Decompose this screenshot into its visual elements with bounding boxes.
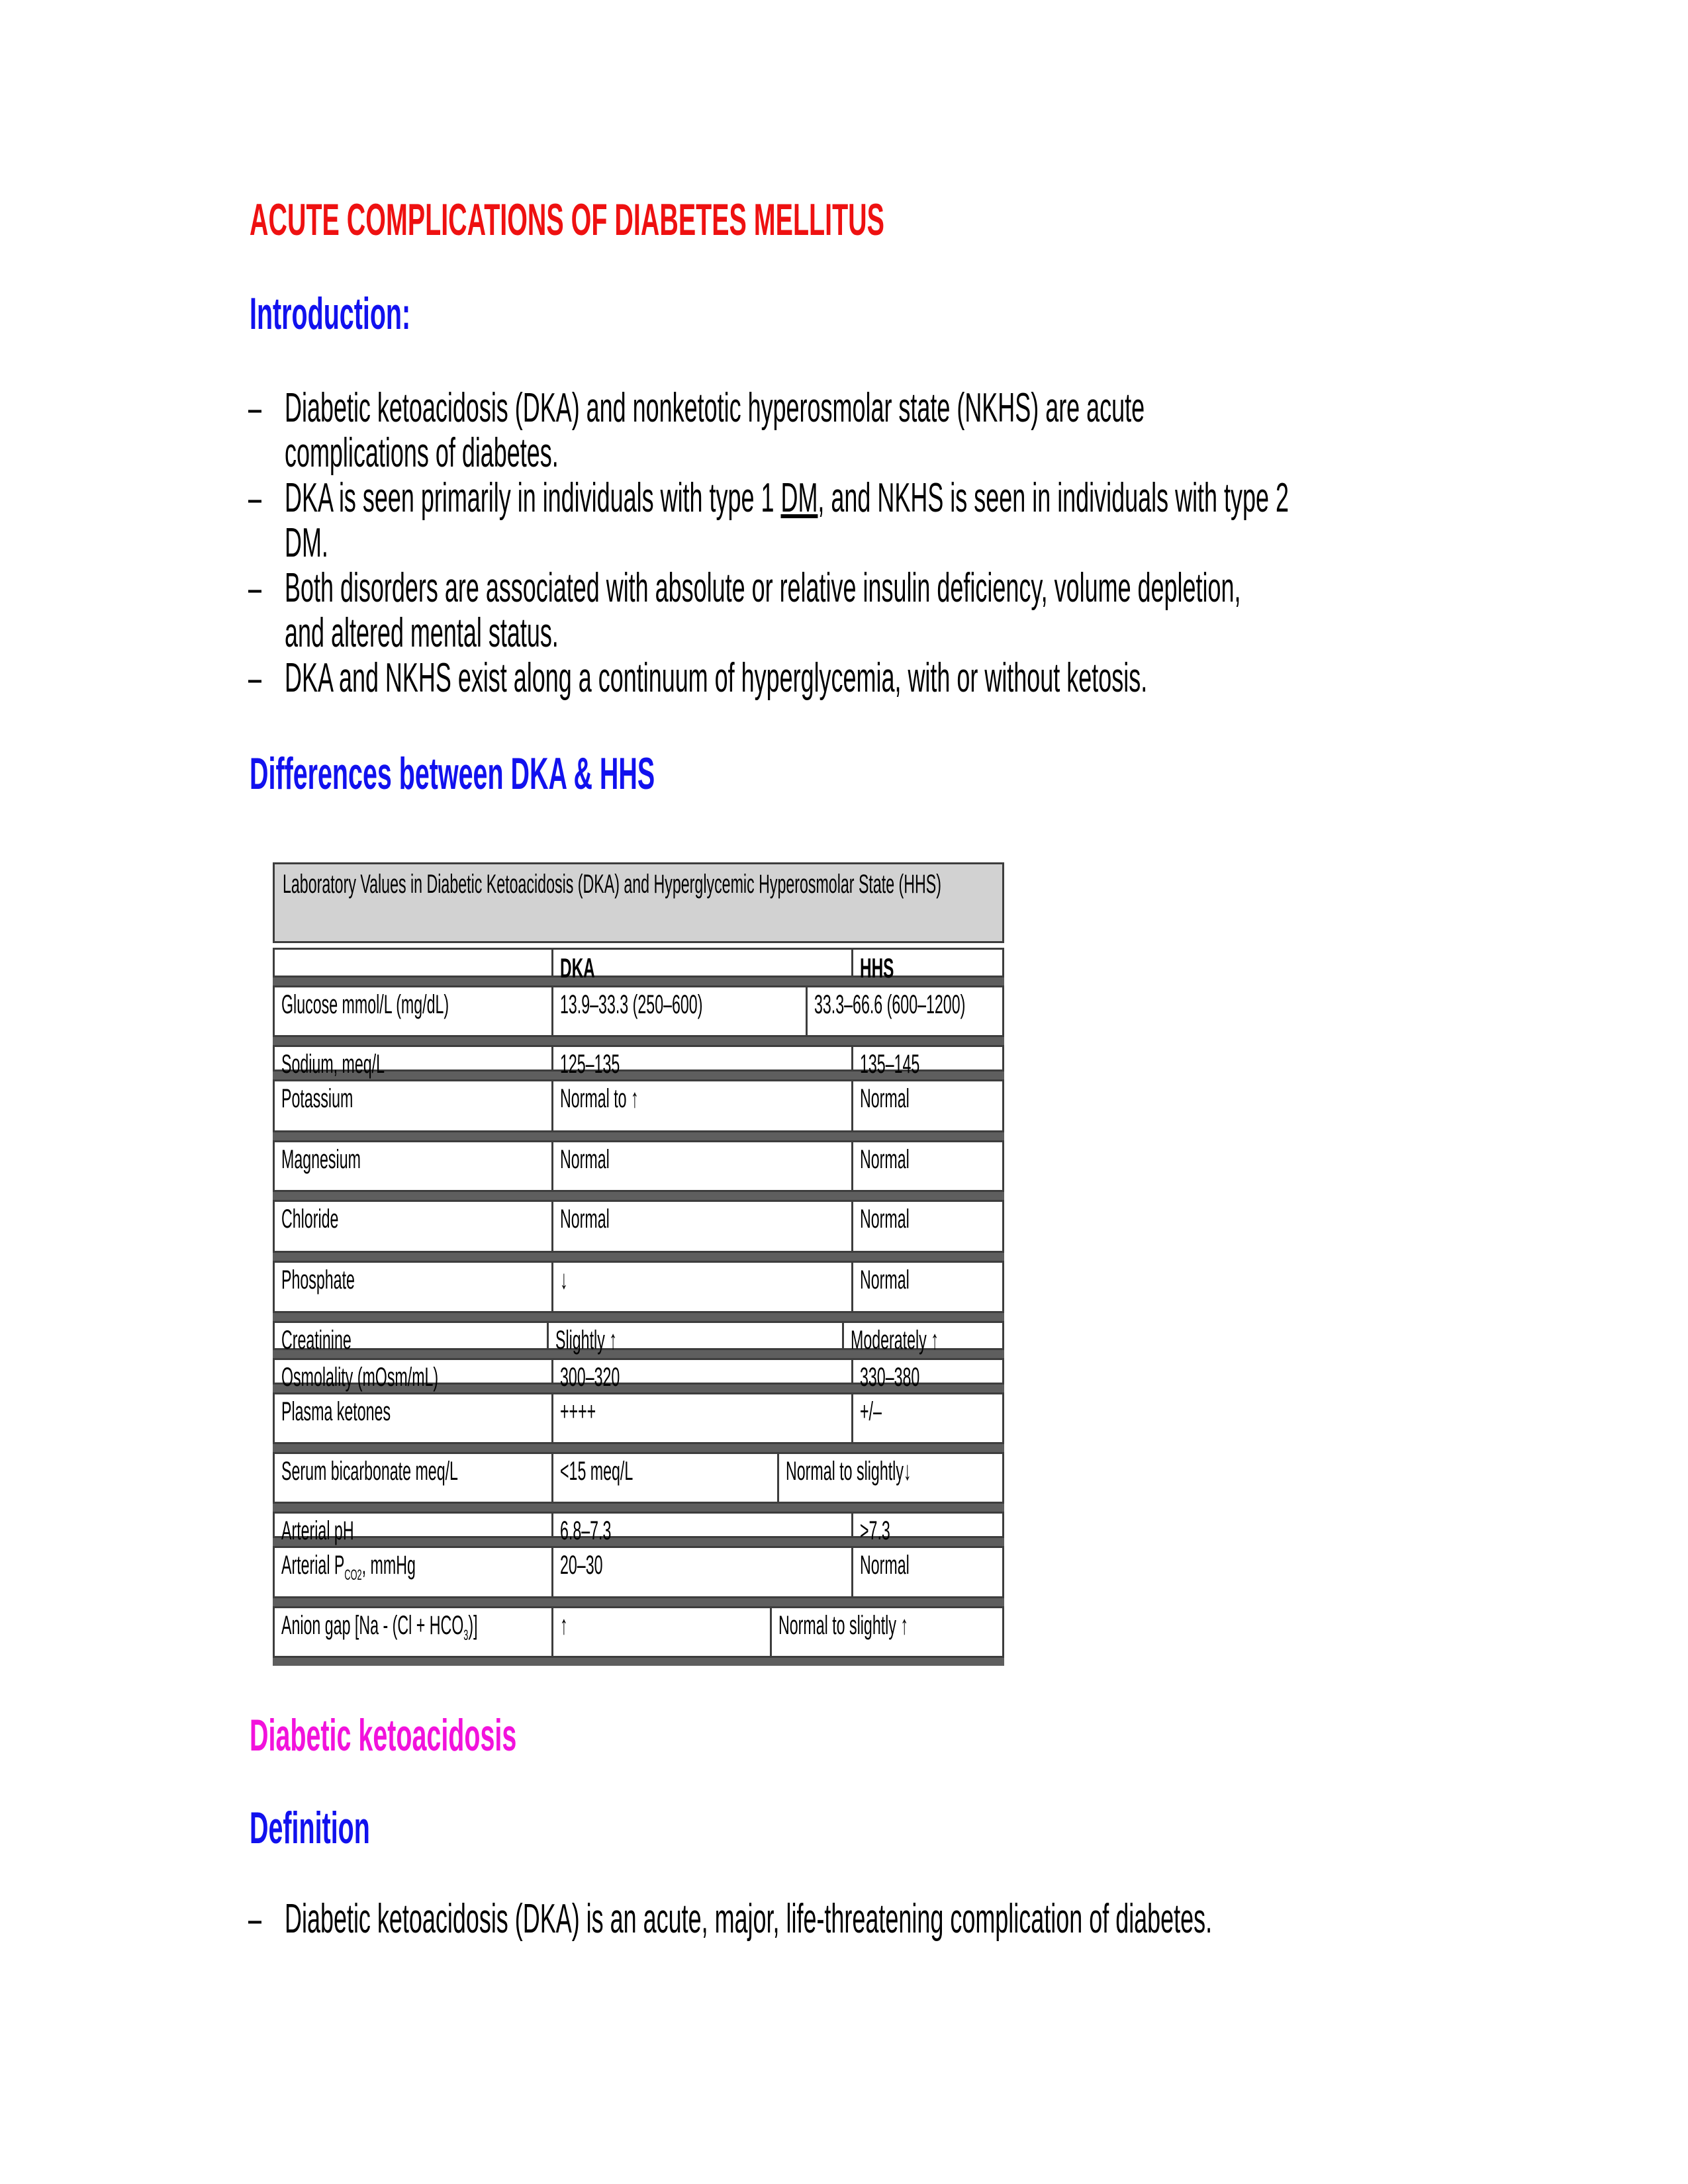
underlined-text: DM: [780, 475, 818, 521]
bullet-line: complications of diabetes.: [285, 430, 559, 476]
bullet-dash: –: [248, 475, 262, 521]
bullet-text-segment: , and NKHS is seen in individuals with type 2: [818, 475, 1289, 521]
table-cell-dka: <15 meq/L: [553, 1454, 779, 1502]
table-separator: [273, 1538, 1004, 1546]
page-title: ACUTE COMPLICATIONS OF DIABETES MELLITUS: [250, 195, 884, 245]
section-heading-differences: Differences between DKA & HHS: [250, 749, 655, 799]
lab-values-table: [273, 862, 1004, 1666]
table-cell-label: Phosphate: [275, 1263, 553, 1311]
bullet-line: Diabetic ketoacidosis (DKA) is an acute, major, life-threatening complication of diabetes.: [285, 1896, 1213, 1942]
table-header-cell-empty: [275, 950, 553, 976]
table-header-cell-hhs: HHS: [860, 952, 894, 983]
bullet-line: and altered mental status.: [285, 610, 559, 656]
table-row: [273, 1261, 1004, 1313]
bullet-line: Diabetic ketoacidosis (DKA) and nonketotic hyperosmolar state (NKHS) are acute: [285, 385, 1145, 431]
bullet-line: Both disorders are associated with absolute or relative insulin deficiency, volume depletion,: [285, 565, 1241, 611]
table-cell-hhs: >7.3: [860, 1516, 890, 1545]
section-heading-introduction: Introduction:: [250, 289, 411, 339]
table-row: [273, 1392, 1004, 1444]
table-cell-dka: 125–135: [553, 1047, 853, 1069]
section-heading-definition: Definition: [250, 1803, 370, 1853]
table-cell-label: Chloride: [275, 1202, 553, 1251]
table-row: [273, 1079, 1004, 1132]
table-cell-label: Potassium: [275, 1081, 553, 1130]
table-row: [273, 1045, 1004, 1079]
bullet-line: DM.: [285, 520, 328, 566]
table-separator: [273, 1313, 1004, 1321]
bullet-dash: –: [248, 1896, 262, 1942]
table-row: [273, 1606, 1004, 1658]
table-separator: [273, 1132, 1004, 1140]
table-header-row: [273, 948, 1004, 983]
bullet-line: [285, 477, 1289, 521]
table-row: [273, 1546, 1004, 1598]
table-separator: [273, 1444, 1004, 1452]
table-cell-label: Sodium, meq/L: [275, 1047, 553, 1069]
table-cell-dka: ↓: [553, 1263, 853, 1311]
table-separator: [273, 1192, 1004, 1200]
table-row: [273, 1140, 1004, 1192]
table-cell-label: Magnesium: [275, 1142, 553, 1190]
table-separator: [273, 1504, 1004, 1512]
table-cell-dka: 6.8–7.3: [553, 1514, 853, 1536]
table-cell-label: Arterial pH: [275, 1514, 553, 1536]
table-row: [273, 1358, 1004, 1392]
table-cell-dka: ++++: [553, 1394, 853, 1442]
table-cell-label: Arterial $P_{CO2}$, mmHg: [275, 1548, 553, 1596]
subscript-text: CO2: [344, 1567, 362, 1583]
table-row: [273, 1200, 1004, 1253]
table-header-cell-dka: DKA: [553, 950, 853, 976]
table-separator: [273, 1037, 1004, 1045]
table-separator: [273, 978, 1004, 985]
table-cell-label: Plasma ketones: [275, 1394, 553, 1442]
table-cell-hhs: Normal: [860, 1551, 910, 1580]
table-cell-label: Glucose mmol/L (mg/dL): [275, 987, 553, 1035]
table-cell-hhs: Normal: [860, 1205, 910, 1234]
table-cell-hhs: Normal: [860, 1145, 910, 1174]
table-cell-dka: Normal to ↑: [553, 1081, 853, 1130]
table-cell-hhs: Normal: [860, 1084, 910, 1113]
table-cell-hhs: 330–380: [860, 1363, 920, 1392]
table-cell-hhs: +/–: [860, 1397, 882, 1426]
table-cell-dka: 13.9–33.3 (250–600): [553, 987, 808, 1035]
table-cell-dka: ↑: [553, 1608, 772, 1656]
table-separator: [273, 1598, 1004, 1606]
bullet-dash: –: [248, 565, 262, 611]
bullet-line: DKA and NKHS exist along a continuum of hyperglycemia, with or without ketosis.: [285, 655, 1148, 701]
table-row: [273, 985, 1004, 1037]
table-caption: [273, 862, 1004, 943]
table-separator: [273, 1658, 1004, 1666]
table-row: [273, 1321, 1004, 1355]
section-heading-diabetic-ketoacidosis: Diabetic ketoacidosis: [250, 1710, 517, 1760]
table-cell-dka: Normal: [553, 1142, 853, 1190]
table-cell-label: Osmolality (mOsm/mL): [275, 1360, 553, 1383]
table-cell-hhs: 33.3–66.6 (600–1200): [814, 990, 966, 1019]
table-cell-hhs: Normal: [860, 1265, 910, 1295]
table-cell-hhs: Normal to slightly↓: [786, 1457, 912, 1486]
bullet-text-segment: DKA is seen primarily in individuals with type 1: [285, 475, 781, 521]
table-row: [273, 1452, 1004, 1504]
table-cell-dka: 300–320: [553, 1360, 853, 1383]
table-row: [273, 1512, 1004, 1545]
table-cell-dka: Normal: [553, 1202, 853, 1251]
table-separator: [273, 1253, 1004, 1261]
table-cell-label: Creatinine: [275, 1323, 549, 1348]
table-cell-dka: Slightly ↑: [549, 1323, 844, 1348]
table-cell-hhs: Moderately ↑: [851, 1326, 939, 1355]
table-caption-text: Laboratory Values in Diabetic Ketoacidosis (DKA) and Hyperglycemic Hyperosmolar State (HHS): [283, 870, 941, 899]
table-gap: [273, 943, 1004, 948]
table-cell-label: Serum bicarbonate meq/L: [275, 1454, 553, 1502]
table-cell-dka: 20–30: [553, 1548, 853, 1596]
table-cell-label: Anion gap $[Na - (Cl + HCO_3)]$: [275, 1608, 553, 1656]
subscript-text: 3: [463, 1627, 469, 1643]
bullet-dash: –: [248, 385, 262, 431]
table-cell-hhs: Normal to slightly ↑: [778, 1611, 909, 1640]
bullet-dash: –: [248, 655, 262, 701]
table-cell-hhs: 135–145: [860, 1050, 920, 1079]
